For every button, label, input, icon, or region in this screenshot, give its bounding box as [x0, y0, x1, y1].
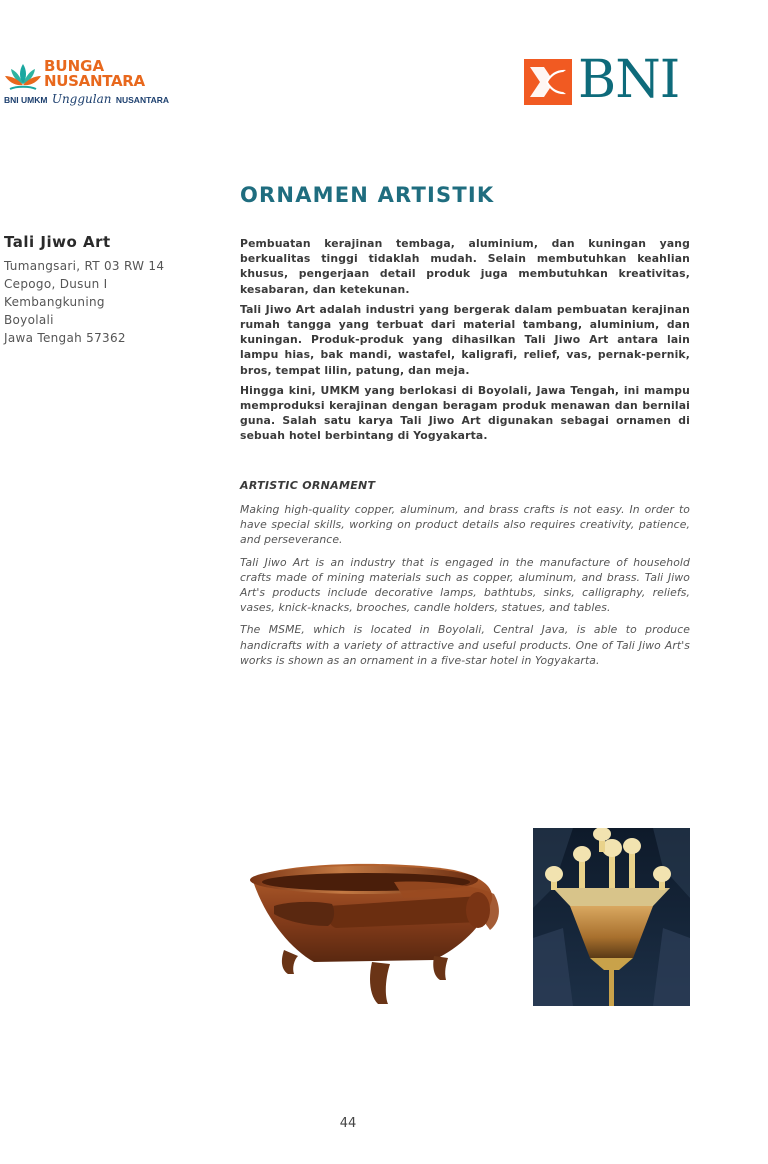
paragraph: Pembuatan kerajinan tembaga, aluminium, dan kuningan yang berkualitas tinggi tidaklah mudah. Selain membutuhkan keahlian khusus, pengerjaan detail produk juga membutuhkan kreativitas, kesabaran, dan ketekunan.: [240, 237, 690, 296]
paragraph: Tali Jiwo Art is an industry that is engaged in the manufacture of household crafts made of mining materials such as copper, aluminum, and brass. Tali Jiwo Art's products include decorative lamps, bathtubs, sinks, calligraphy, reliefs, vases, knick-knacks, brooches, candle holders, statues, and tables.: [240, 555, 690, 615]
bni-wordmark: BNI: [578, 50, 680, 110]
bunga-nusantara-logo: [4, 57, 170, 110]
paragraph: Tali Jiwo Art adalah industri yang bergerak dalam pembuatan kerajinan rumah tangga yang terbuat dari material tambang, aluminium, dan kuningan. Produk-produk yang dihasilkan Tali Jiwo Art antara lain lampu hias, bak mandi, wastafel, kaligrafi, relief, vas, pernak-pernik, bros, tempat lilin, patung, dan meja.: [240, 302, 690, 377]
address-line: Boyolali: [4, 313, 54, 327]
tagline-script: Unggulan: [51, 92, 112, 106]
lotus-icon: [4, 60, 42, 94]
english-text: [240, 502, 690, 675]
paragraph: Making high-quality copper, aluminum, and brass crafts is not easy. In order to have special skills, working on product details also requires creativity, patience, and perseverance.: [240, 503, 690, 547]
english-heading: ARTISTIC ORNAMENT: [240, 479, 376, 492]
address-line: Kembangkuning: [4, 295, 105, 309]
paragraph: The MSME, which is located in Boyolali, Central Java, is able to produce handicrafts with a variety of attractive and useful products. One of Tali Jiwo Art's works is shown as an ornament in a five-star hotel in Yogyakarta.: [240, 623, 690, 667]
indonesian-text: [240, 236, 690, 449]
tagline-prefix: BNI UMKM: [4, 95, 48, 105]
brass-chandelier-photo: [533, 828, 690, 1006]
page-title: ORNAMEN ARTISTIK: [240, 183, 495, 207]
business-name: Tali Jiwo Art: [4, 233, 111, 251]
bni-logo: [524, 50, 690, 110]
logo-text-nusantara: NUSANTARA: [44, 72, 145, 90]
page-number: 44: [339, 1116, 357, 1131]
tagline-suffix: NUSANTARA: [115, 95, 170, 105]
logo-text-bunga: BUNGA: [44, 57, 105, 75]
logo-tagline: [4, 92, 169, 106]
paragraph: Hingga kini, UMKM yang berlokasi di Boyolali, Jawa Tengah, ini mampu memproduksi kerajinan dengan beragam produk menawan dan bernilai guna. Salah satu karya Tali Jiwo Art digunakan sebagai ornamen di sebuah hotel berbintang di Yogyakarta.: [240, 383, 690, 443]
bni-symbol-icon: [524, 59, 572, 105]
business-info: [4, 233, 204, 347]
business-address: [4, 257, 204, 347]
address-line: Jawa Tengah 57362: [4, 331, 126, 345]
address-line: Cepogo, Dusun I: [4, 277, 108, 291]
copper-bathtub-photo: [244, 856, 506, 1010]
address-line: Tumangsari, RT 03 RW 14: [4, 259, 165, 273]
